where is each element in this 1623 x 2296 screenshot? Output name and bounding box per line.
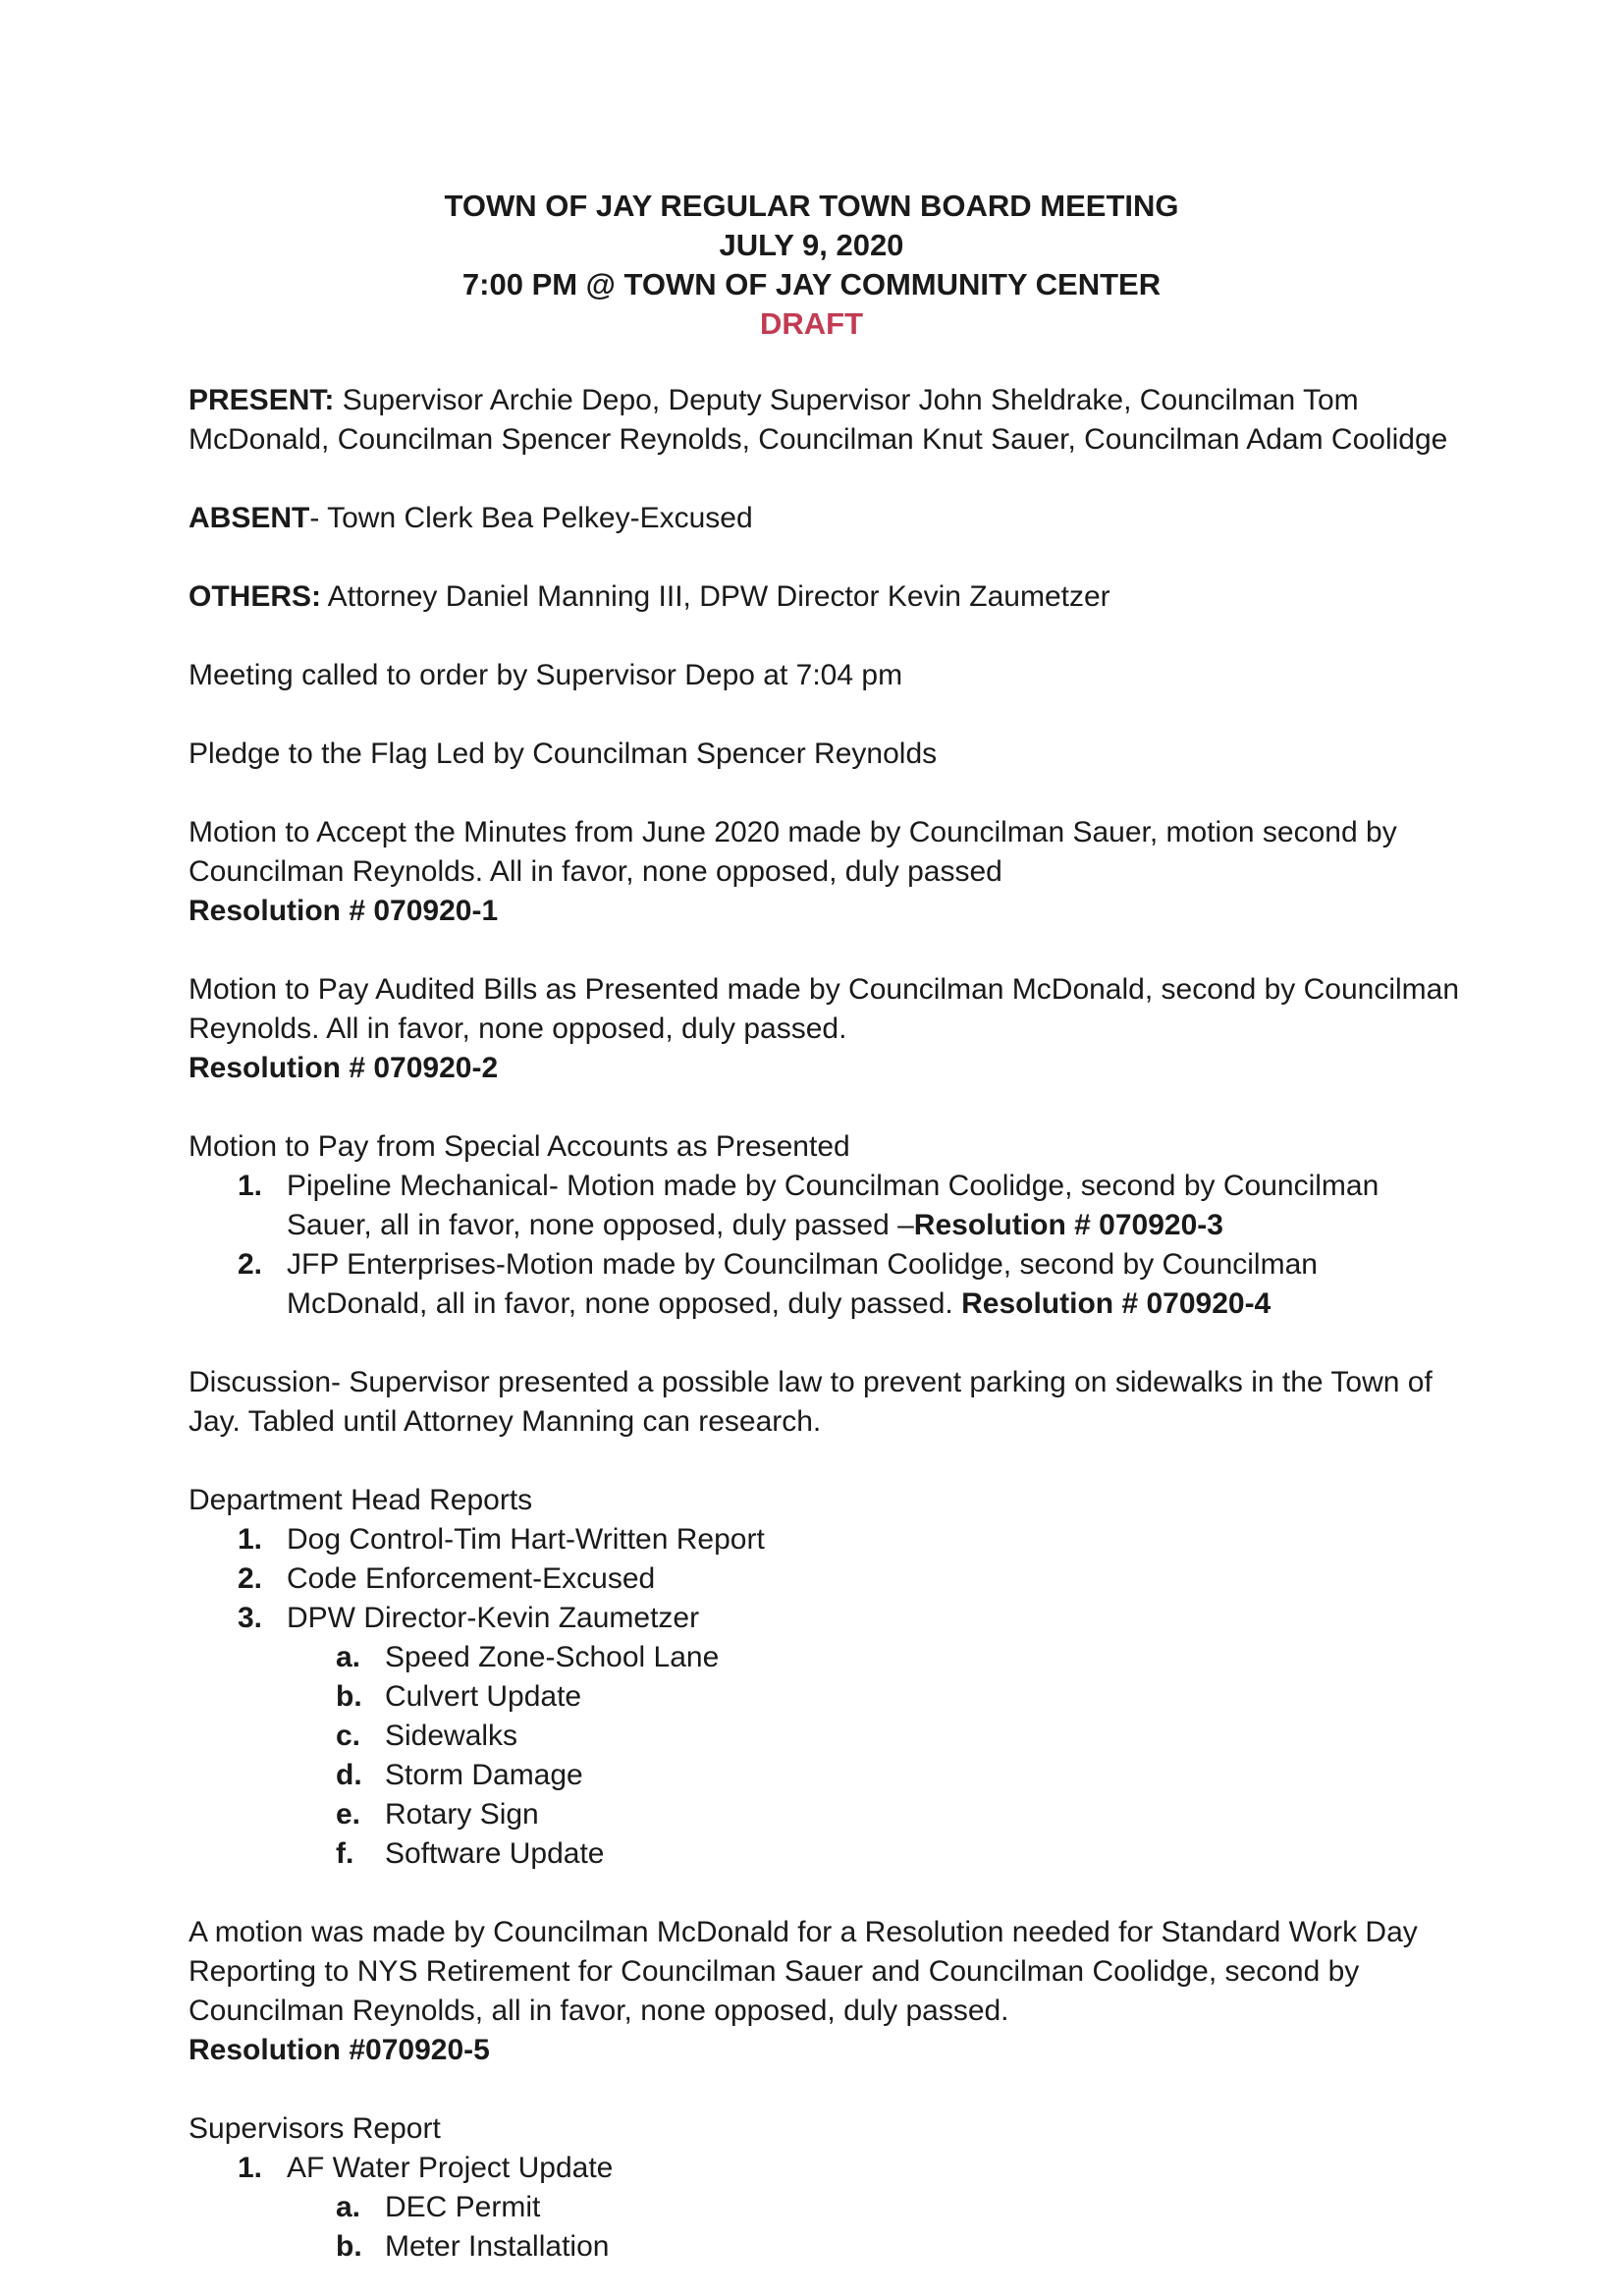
others-text: Attorney Daniel Manning III, DPW Director Kevin Zaumetzer <box>321 580 1110 613</box>
dept-reports-list <box>189 1520 1465 1874</box>
present-label: PRESENT: <box>189 384 335 416</box>
list-item: c. Sidewalks <box>336 1720 518 1752</box>
meeting-time-location: 7:00 PM @ TOWN OF JAY COMMUNITY CENTER <box>461 267 1162 301</box>
list-item: 2. Code Enforcement-Excused <box>238 1562 656 1595</box>
list-item: a. Speed Zone-School Lane <box>336 1641 720 1673</box>
others-paragraph <box>189 577 1465 617</box>
document-header <box>0 187 1623 344</box>
resolution-5: Resolution #070920-5 <box>189 2034 490 2066</box>
pledge: Pledge to the Flag Led by Councilman Spencer Reynolds <box>189 738 938 770</box>
special-accounts-list <box>189 1167 1465 1324</box>
supervisors-report-list <box>189 2149 1465 2267</box>
list-item: f. Software Update <box>336 1837 605 1870</box>
called-to-order: Meeting called to order by Supervisor Depo at 7:04 pm <box>189 659 903 691</box>
motion-workday-text: A motion was made by Councilman McDonald for a Resolution needed for Standard Work Day Reporting to NYS Retirement for Councilman Sauer and Councilman Coolidge, second by Councilman Reynolds, all in favor, none opposed, duly passed. <box>189 1916 1418 2027</box>
list-item: 1. Pipeline Mechanical- Motion made by Councilman Coolidge, second by Councilman Sauer, all in favor, none opposed, duly passed –Resolution # 070920-3 <box>238 1170 1380 1241</box>
resolution-4: Resolution # 070920-4 <box>961 1287 1271 1320</box>
list-item: b. Culvert Update <box>336 1680 582 1713</box>
list-item: 1. Dog Control-Tim Hart-Written Report <box>238 1523 765 1556</box>
absent-label: ABSENT <box>189 502 310 534</box>
special-accounts-title: Motion to Pay from Special Accounts as Presented <box>189 1130 850 1163</box>
absent-text: - Town Clerk Bea Pelkey-Excused <box>309 502 753 534</box>
list-item: 2. JFP Enterprises-Motion made by Councilman Coolidge, second by Councilman McDonald, all in favor, none opposed, duly passed. Resolution # 070920-4 <box>238 1248 1318 1320</box>
meeting-date: JULY 9, 2020 <box>719 228 904 262</box>
motion-bills-text: Motion to Pay Audited Bills as Presented made by Councilman McDonald, second by Councilman Reynolds. All in favor, none opposed, duly passed. <box>189 973 1460 1045</box>
present-text: Supervisor Archie Depo, Deputy Supervisor John Sheldrake, Councilman Tom McDonald, Councilman Spencer Reynolds, Councilman Knut Sauer, Councilman Adam Coolidge <box>189 384 1448 456</box>
motion-minutes-text: Motion to Accept the Minutes from June 2020 made by Councilman Sauer, motion second by Councilman Reynolds. All in favor, none opposed, duly passed <box>189 816 1397 888</box>
resolution-1: Resolution # 070920-1 <box>189 895 499 927</box>
list-item: b. Meter Installation <box>336 2230 610 2263</box>
list-item: a. DEC Permit <box>336 2191 541 2223</box>
others-label: OTHERS: <box>189 580 321 613</box>
resolution-3: Resolution # 070920-3 <box>913 1209 1223 1241</box>
meeting-title: TOWN OF JAY REGULAR TOWN BOARD MEETING <box>444 189 1179 223</box>
supervisors-report-title: Supervisors Report <box>189 2112 441 2145</box>
list-item: e. Rotary Sign <box>336 1798 539 1831</box>
list-item: d. Storm Damage <box>336 1759 583 1791</box>
present-paragraph <box>189 381 1465 460</box>
dpw-subitems <box>287 1638 1465 1874</box>
list-item: 3. DPW Director-Kevin Zaumetzer a. Speed Zone-School Lane b. Culvert Update c. Sidewalks d. Storm Damage e. Rotary Sign f. Software Update <box>189 1599 1465 1874</box>
water-project-subitems <box>287 2188 1465 2267</box>
absent-paragraph <box>189 499 1465 538</box>
dept-reports-title: Department Head Reports <box>189 1484 533 1516</box>
draft-label: DRAFT <box>759 306 864 341</box>
discussion: Discussion- Supervisor presented a possible law to prevent parking on sidewalks in the Town of Jay. Tabled until Attorney Manning can research. <box>189 1366 1433 1438</box>
resolution-2: Resolution # 070920-2 <box>189 1052 499 1084</box>
minutes-body <box>189 187 1465 2267</box>
list-item: 1. AF Water Project Update a. DEC Permit b. Meter Installation <box>189 2149 1465 2267</box>
